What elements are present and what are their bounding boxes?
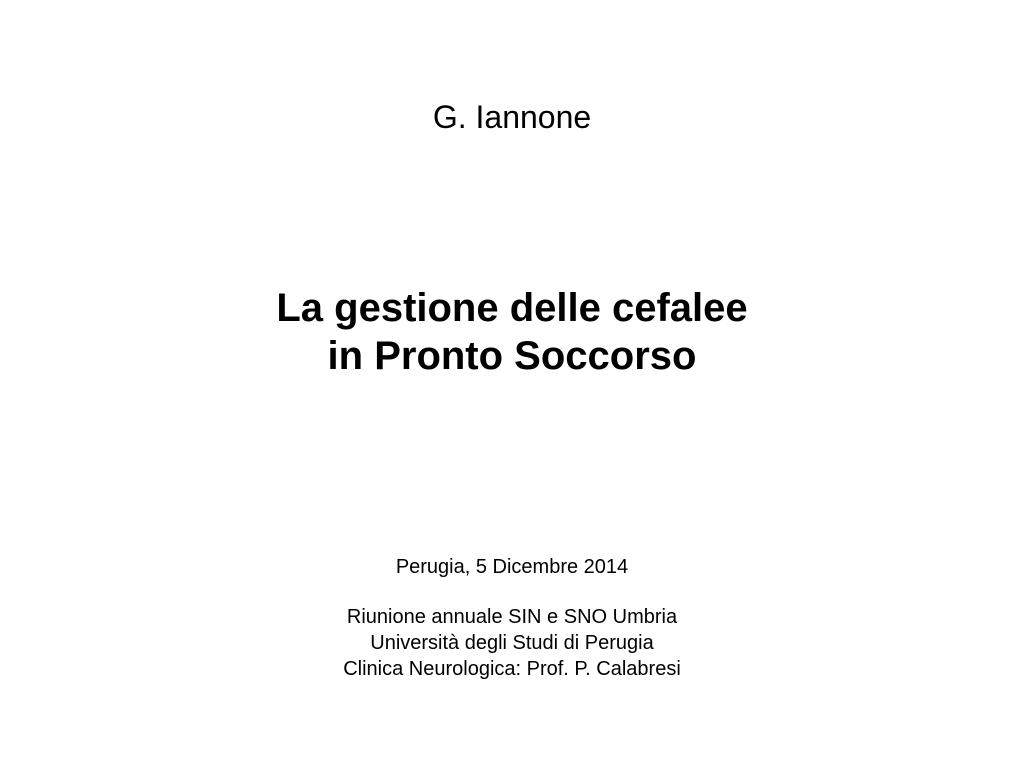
author-name: G. Iannone [432,99,592,135]
title-line-2: in Pronto Soccorso [327,334,697,378]
meeting-name: Riunione annuale SIN e SNO Umbria [346,606,678,628]
university-name: Università degli Studi di Perugia [370,632,654,654]
title-line-1: La gestione delle cefalee [276,286,748,330]
clinic-name: Clinica Neurologica: Prof. P. Calabresi [343,658,681,680]
slide-title [0,284,1024,380]
date-location: Perugia, 5 Dicembre 2014 [395,556,629,578]
meeting-info [0,604,1024,682]
